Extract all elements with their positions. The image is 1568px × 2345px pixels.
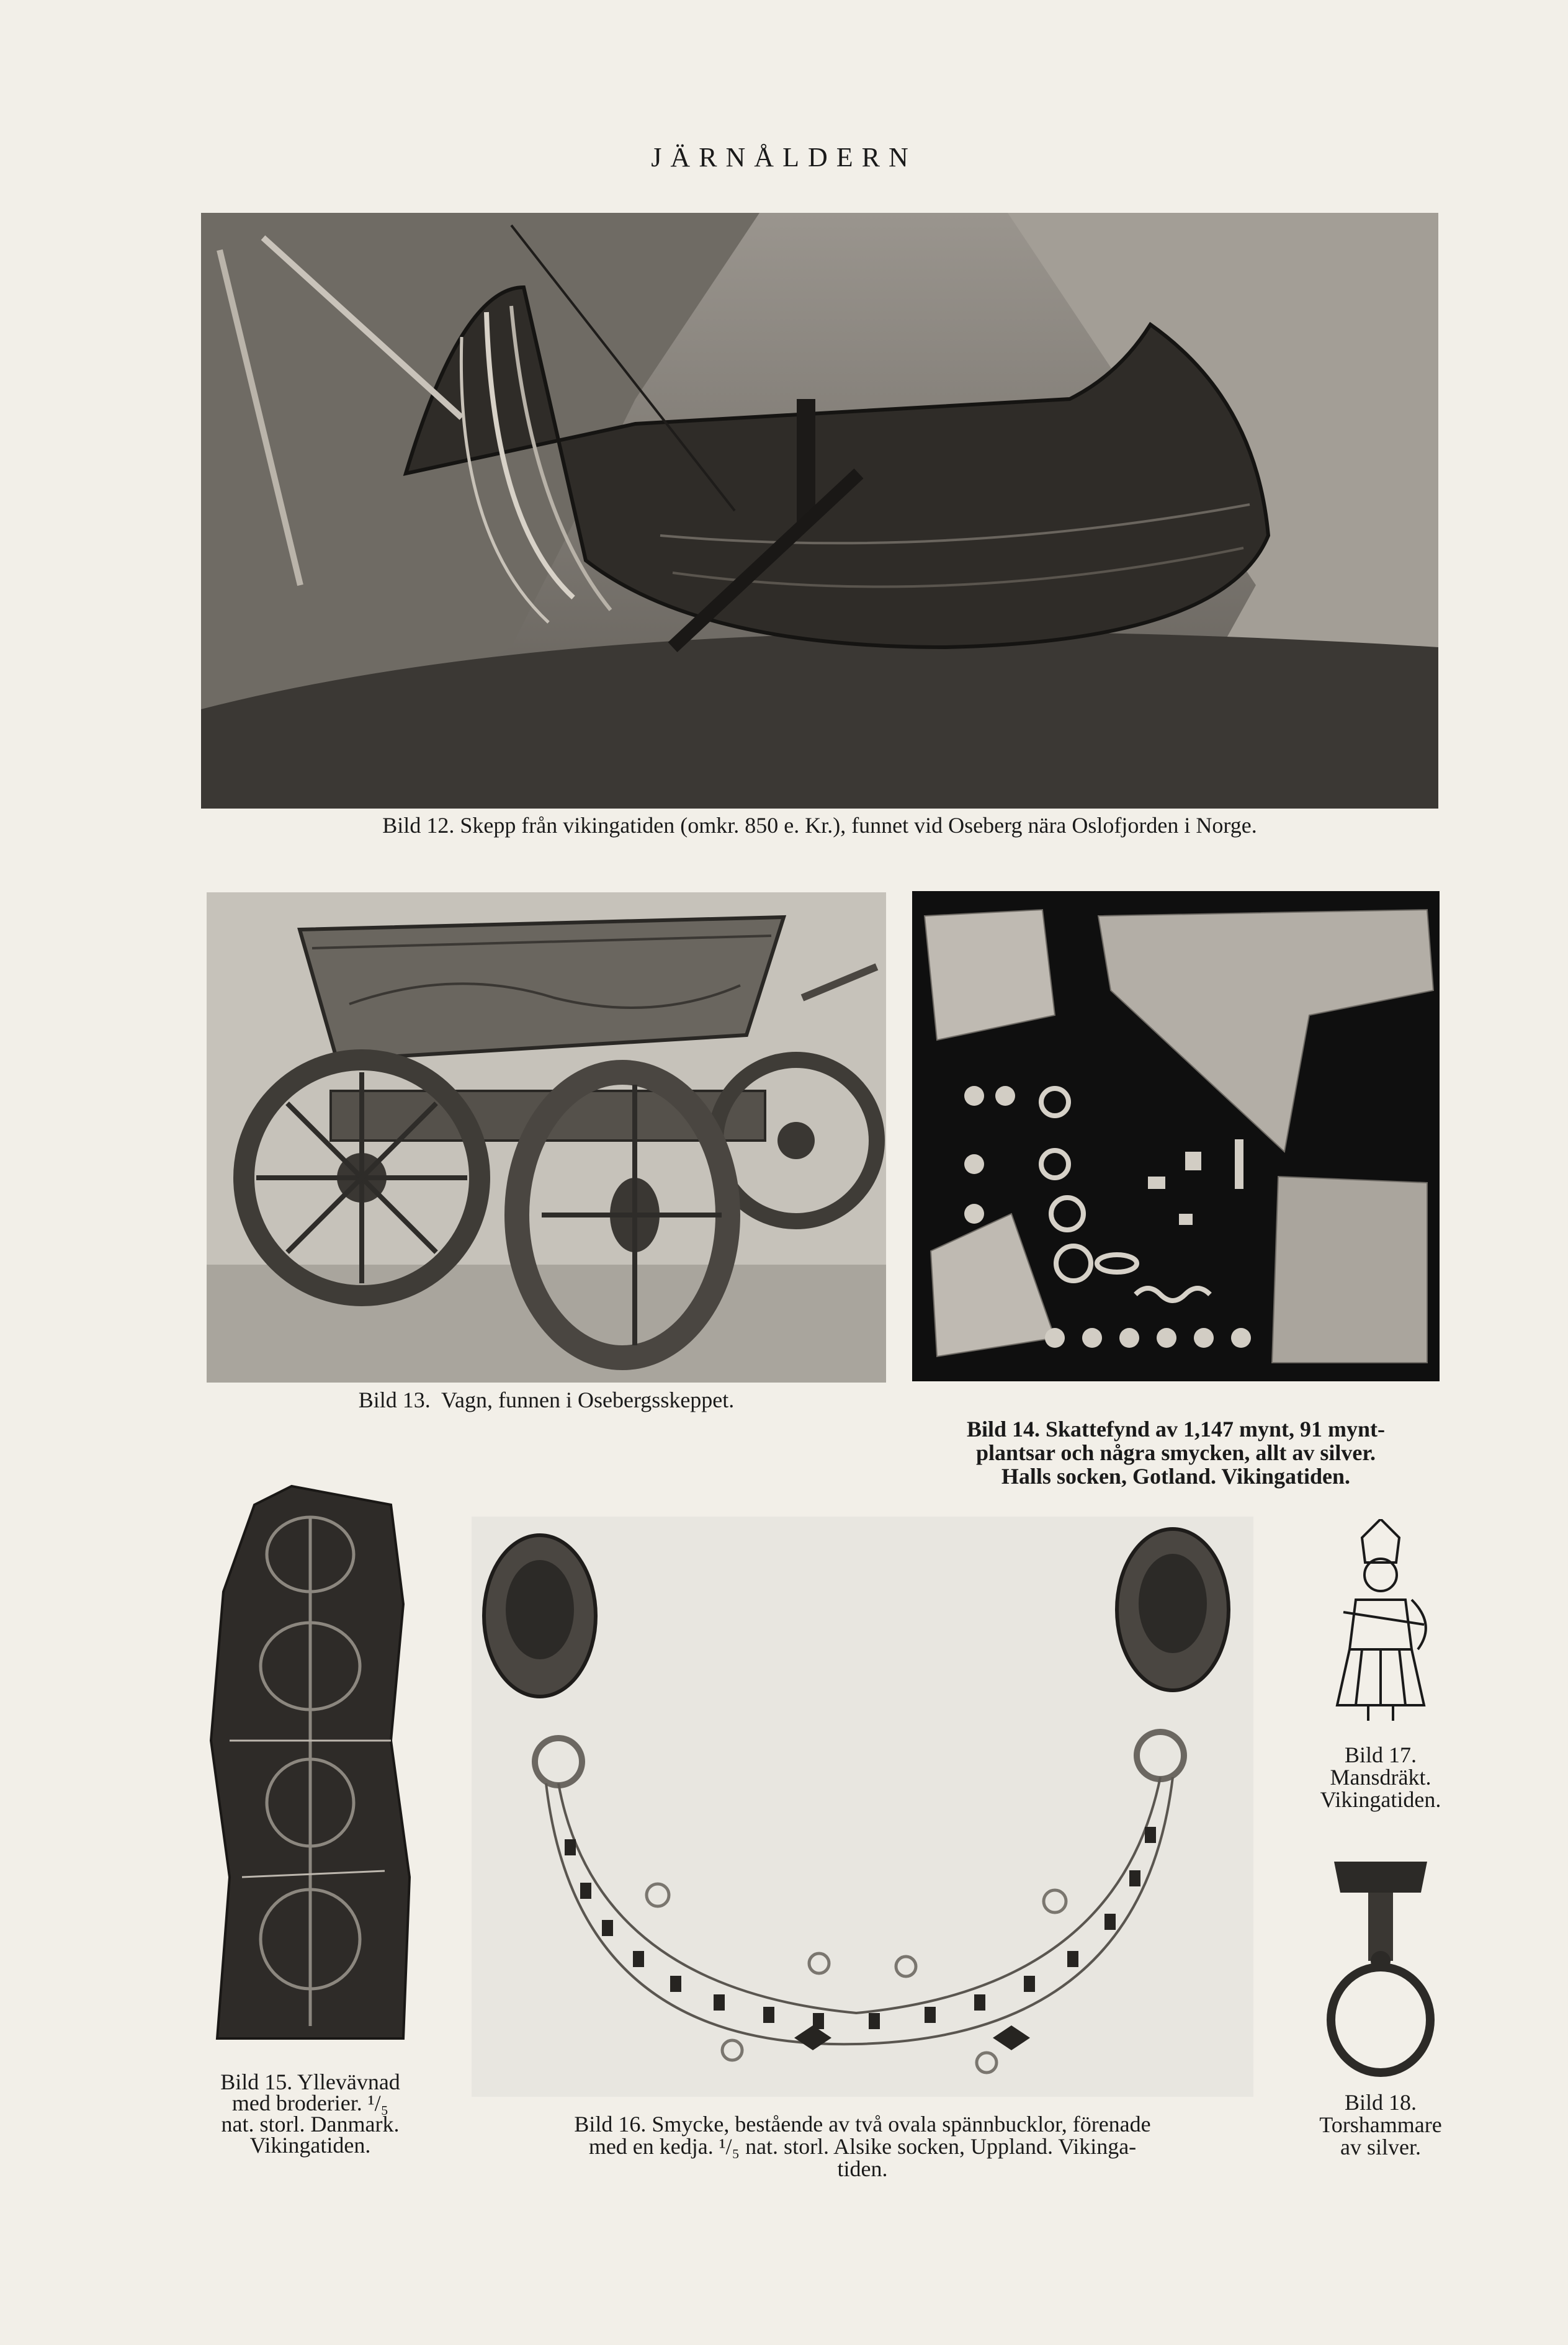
caption-bild18 xyxy=(1278,2091,1483,2158)
caption-bild12: Bild 12. Skepp från vikingatiden (omkr. 850 e. Kr.), funnet vid Oseberg nära Oslofjorden i Norge. xyxy=(382,813,1257,838)
jewelry-illustration xyxy=(472,1517,1253,2097)
caption-bild17-line2: Mansdräkt. xyxy=(1330,1765,1431,1790)
caption-bild16-line2: med en kedja. ¹/₅ nat. storl. Alsike socken, Uppland. Vikinga- xyxy=(588,2134,1137,2159)
caption-bild18-line2: Torshammare xyxy=(1319,2112,1442,2137)
caption-bild17-line3: Vikingatiden. xyxy=(1320,1787,1441,1812)
page-header: JÄRNÅLDERN xyxy=(651,142,917,173)
caption-bild16-line3: tiden. xyxy=(837,2156,888,2181)
hammer-icon xyxy=(1322,1849,1440,2079)
photo-silver-hoard xyxy=(912,891,1440,1381)
caption-bild14-line3: Halls socken, Gotland. Vikingatiden. xyxy=(1001,1464,1351,1489)
drawing-man xyxy=(1319,1519,1443,1724)
caption-bild14 xyxy=(912,1417,1440,1488)
caption-bild14-line1: Bild 14. Skattefynd av 1,147 mynt, 91 mynt- xyxy=(966,1417,1386,1442)
photo-textile xyxy=(205,1480,416,2051)
drawing-thors-hammer xyxy=(1322,1849,1440,2079)
photo-wagon xyxy=(207,892,886,1383)
caption-bild14-line2: plantsar och några smycken, allt av silver. xyxy=(975,1440,1376,1465)
photo-ship xyxy=(201,213,1438,809)
textile-illustration xyxy=(205,1480,416,2051)
caption-bild16-line1: Bild 16. Smycke, bestående av två ovala spännbucklor, förenade xyxy=(574,2112,1151,2137)
man-figure-icon xyxy=(1319,1519,1443,1724)
caption-bild17 xyxy=(1278,1744,1483,1811)
caption-bild18-line3: av silver. xyxy=(1340,2135,1421,2159)
silver-hoard-illustration xyxy=(912,891,1440,1381)
caption-bild15-line1: Bild 15. Yllevävnad xyxy=(220,2069,400,2094)
caption-bild18-line1: Bild 18. xyxy=(1344,2090,1417,2115)
ship-illustration xyxy=(201,213,1438,809)
caption-bild17-line1: Bild 17. xyxy=(1344,1742,1417,1767)
caption-bild15-line2: med broderier. ¹/₅ xyxy=(231,2091,389,2115)
photo-jewelry xyxy=(472,1517,1253,2097)
wagon-illustration xyxy=(207,892,886,1383)
caption-bild15 xyxy=(180,2071,441,2156)
caption-bild13: Bild 13. Vagn, funnen i Osebergsskeppet. xyxy=(358,1388,735,1412)
caption-bild16 xyxy=(459,2113,1266,2180)
caption-bild15-line3: nat. storl. Danmark. xyxy=(221,2112,400,2137)
caption-bild15-line4: Vikingatiden. xyxy=(249,2133,371,2158)
